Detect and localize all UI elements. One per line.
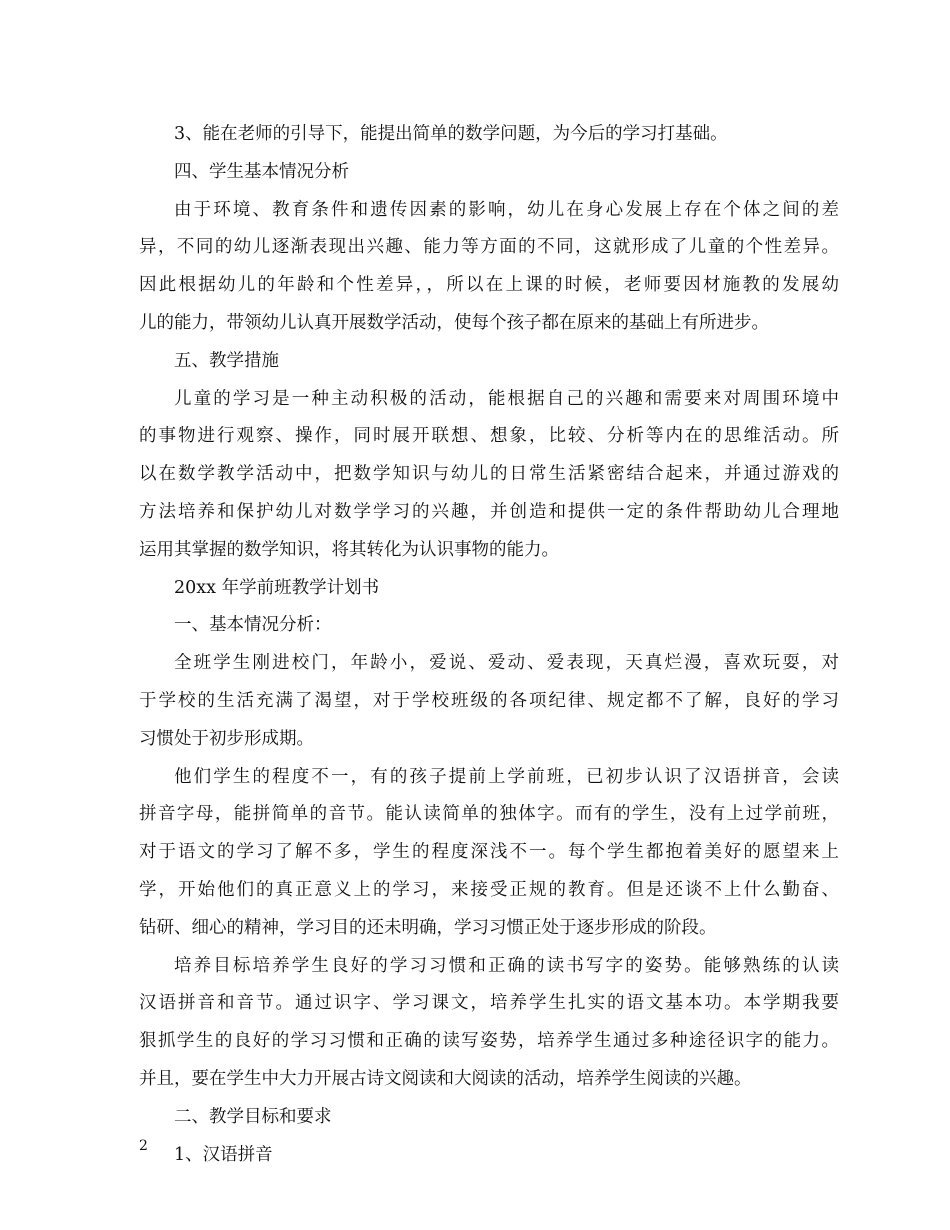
text-line: 培养目标培养学生良好的学习习惯和正确的读书写字的姿势。能够熟练的认读 — [174, 955, 839, 976]
text-line: 并且，要在学生中大力开展古诗文阅读和大阅读的活动，培养学生阅读的兴趣。 — [139, 1068, 752, 1089]
text-line: 拼音字母，能拼简单的音节。能认读简单的独体字。而有的学生，没有上过学前班， — [139, 804, 839, 825]
text-line: 学，开始他们的真正意义上的学习，来接受正规的教育。但是还谈不上什么勤奋、 — [139, 879, 839, 900]
text-line: 汉语拼音和音节。通过识字、学习课文，培养学生扎实的语文基本功。本学期我要 — [139, 993, 839, 1014]
text-line: 由于环境、教育条件和遗传因素的影响，幼儿在身心发展上存在个体之间的差 — [174, 199, 839, 220]
text-line: 五、教学措施 — [174, 350, 279, 371]
text-line: 3、能在老师的引导下，能提出简单的数学问题，为今后的学习打基础。 — [174, 124, 728, 144]
text-line: 儿童的学习是一种主动积极的活动，能根据自己的兴趣和需要来对周围环境中 — [174, 388, 839, 409]
text-line: 他们学生的程度不一，有的孩子提前上学前班，已初步认识了汉语拼音，会读 — [174, 766, 839, 787]
text-line: 钻研、细心的精神，学习目的还未明确，学习习惯正处于逐步形成的阶段。 — [139, 917, 717, 938]
text-line: 方法培养和保护幼儿对数学学习的兴趣，并创造和提供一定的条件帮助幼儿合理地 — [139, 501, 839, 522]
text-line: 一、基本情况分析： — [174, 615, 332, 636]
text-line: 运用其掌握的数学知识，将其转化为认识事物的能力。 — [139, 539, 559, 560]
text-line: 于学校的生活充满了渴望，对于学校班级的各项纪律、规定都不了解，良好的学习 — [139, 690, 839, 711]
text-line: 全班学生刚进校门，年龄小，爱说、爱动、爱表现，天真烂漫，喜欢玩耍，对 — [174, 653, 839, 674]
page-number: 2 — [139, 1138, 148, 1154]
text-line: 四、学生基本情况分析 — [174, 161, 349, 182]
text-line: 以在数学教学活动中，把数学知识与幼儿的日常生活紧密结合起来，并通过游戏的 — [139, 464, 839, 485]
text-line: 1、汉语拼音 — [174, 1144, 273, 1165]
text-line: 狠抓学生的良好的学习习惯和正确的读写姿势，培养学生通过多种途径识字的能力。 — [139, 1031, 839, 1052]
text-line: 儿的能力，带领幼儿认真开展数学活动，使每个孩子都在原来的基础上有所进步。 — [139, 312, 769, 333]
text-line: 二、教学目标和要求 — [174, 1106, 332, 1127]
text-line: 因此根据幼儿的年龄和个性差异，，所以在上课的时候，老师要因材施教的发展幼 — [139, 275, 839, 296]
document-body — [139, 116, 839, 1174]
text-line: 的事物进行观察、操作，同时展开联想、想象，比较、分析等内在的思维活动。所 — [139, 426, 839, 447]
text-line: 对于语文的学习了解不多，学生的程度深浅不一。每个学生都抱着美好的愿望来上 — [139, 842, 839, 863]
text-line: 异，不同的幼儿逐渐表现出兴趣、能力等方面的不同，这就形成了儿童的个性差异。 — [139, 237, 839, 258]
text-line: 20xx 年学前班教学计划书 — [174, 577, 380, 598]
text-line: 习惯处于初步形成期。 — [139, 728, 314, 749]
